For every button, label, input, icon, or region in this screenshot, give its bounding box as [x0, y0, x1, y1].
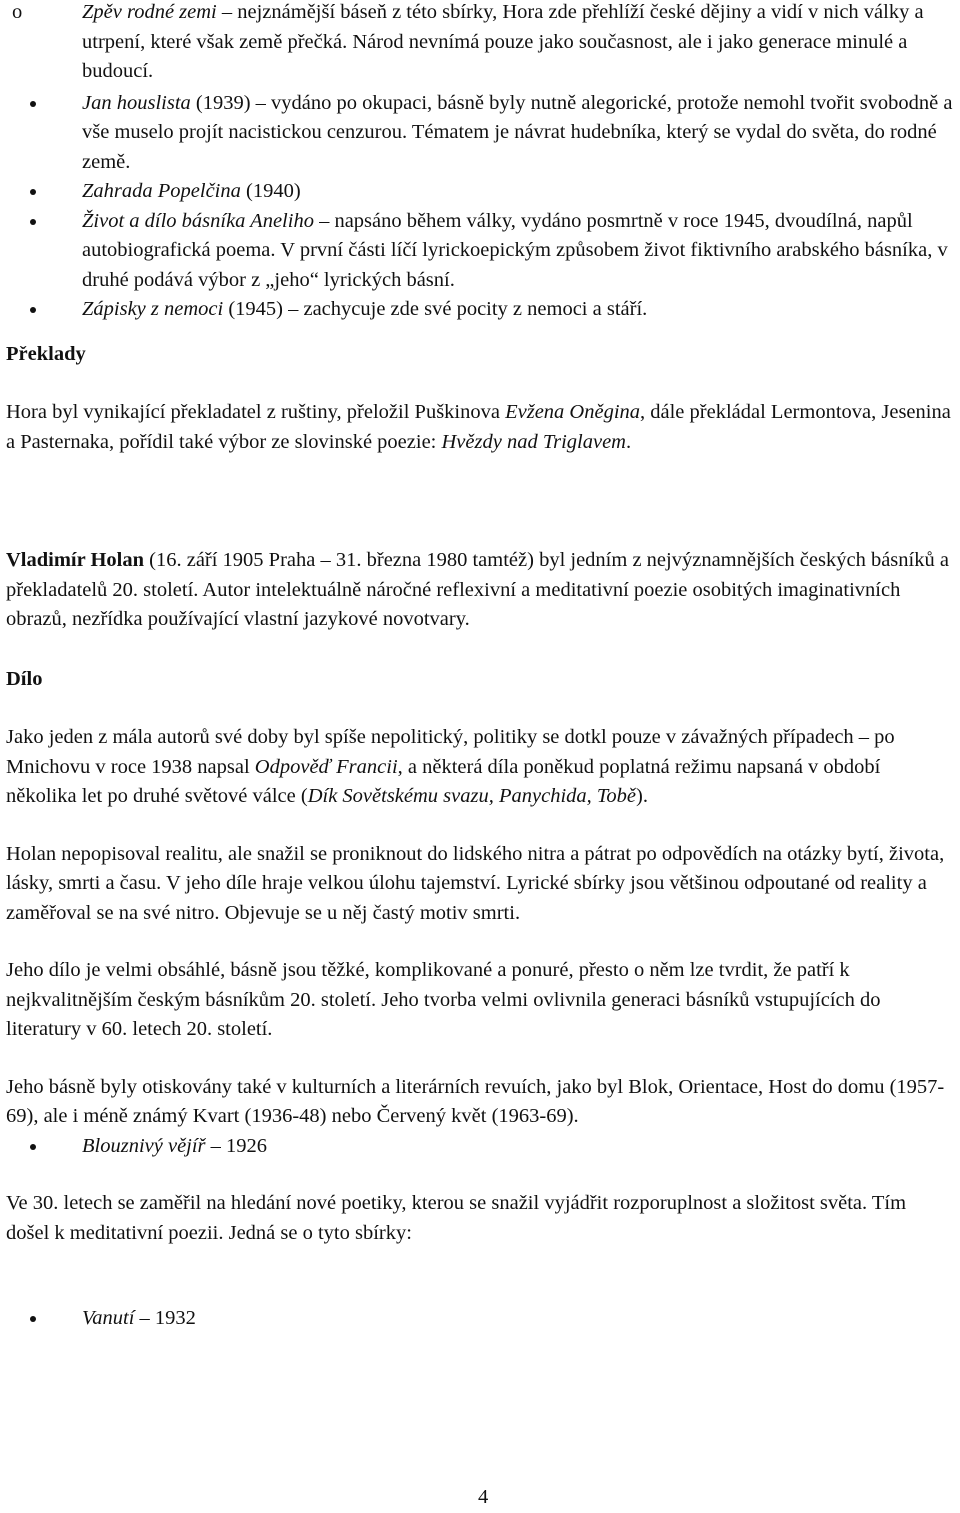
- work-title: Život a dílo básníka Aneliho: [82, 209, 314, 232]
- list-item: [6, 89, 954, 178]
- list-item: [6, 295, 954, 325]
- section-heading-translations: Překlady: [6, 342, 86, 365]
- text-run: , a některá díla poněkud poplatná režimu napsaná v období několika let po druhé světové válce (: [6, 755, 881, 807]
- author-name: Vladimír Holan: [6, 549, 145, 571]
- author-bio: (16. září 1905 Praha – 31. března 1980 tamtéž) byl jedním z nejvýznamnějších českých básníků a překladatelů 20. století. Autor intelektuálně náročné reflexivní a meditativní poezie osobitých imaginativních obrazů, nezřídka používající vlastní jazykové novotvary.: [6, 549, 949, 630]
- work-title: Blouznivý vějíř: [82, 1134, 206, 1157]
- translations-paragraph: [6, 398, 954, 457]
- work-year: – 1932: [134, 1307, 196, 1329]
- italic-title: Hvězdy nad Triglavem: [441, 430, 626, 453]
- dilo-paragraph-2: Holan nepopisoval realitu, ale snažil se proniknout do lidského nitra a pátrat po odpovědích na otázky bytí, života, lásky, smrti a času. V jeho díle hraje velkou úlohu tajemství. Lyrické sbírky jsou většinou odpoutané od reality a zaměřoval se na své nitro. Objevuje se u něj častý motiv smrti.: [6, 842, 945, 924]
- dilo-paragraph-4: Jeho básně byly otiskovány také v kulturních a literárních revuích, jako byl Blok, Orientace, Host do domu (1957-69), ale i méně známý Kvart (1936-48) nebo Červený květ (1963-69).: [6, 1075, 945, 1127]
- italic-title: Odpověď Francii: [254, 755, 398, 778]
- work-description: (1939) – vydáno po okupaci, básně byly nutně alegorické, protože nemohl tvořit svobodně a vše muselo projít nacistickou cenzurou. Tématem je návrat hudebníka, který se vydal do světa, do rodné země.: [82, 91, 953, 173]
- list-marker: o: [12, 1, 23, 23]
- text-run: .: [625, 430, 632, 453]
- list-item: [6, 1132, 954, 1162]
- page-number: 4: [478, 1486, 489, 1508]
- work-title: Zpěv rodné zemi: [82, 1, 217, 23]
- collection-list-1: [6, 1132, 954, 1162]
- holan-intro-paragraph: [6, 546, 954, 635]
- work-description: (1940): [240, 180, 301, 202]
- dilo-paragraph-1: [6, 723, 954, 812]
- document-page: [6, 0, 954, 1334]
- italic-title: Dík Sovětskému svazu, Panychida, Tobě: [307, 785, 637, 807]
- work-title: Vanutí: [82, 1307, 135, 1329]
- work-description: – nejznámější báseň z této sbírky, Hora zde přehlíží české dějiny a vidí v nich války a utrpení, které však země přečká. Národ nevnímá pouze jako současnost, ale i jako generace minulé a budoucí.: [82, 1, 924, 82]
- text-run: Jako jeden z mála autorů své doby byl spíše nepolitický, politiky se dotkl pouze v závažných případech – po Mnichovu v roce 1938 napsal: [6, 726, 895, 778]
- dilo-paragraph-5: Ve 30. letech se zaměřil na hledání nové poetiky, kterou se snažil vyjádřit rozporuplnost a složitost světa. Tím došel k meditativní poezii. Jedná se o tyto sbírky:: [6, 1192, 907, 1244]
- text-run: ).: [636, 785, 648, 807]
- list-item: [6, 207, 954, 296]
- work-title: Zápisky z nemoci: [82, 298, 224, 320]
- text-run: Hora byl vynikající překladatel z ruštiny, přeložil Puškinova: [6, 401, 506, 423]
- work-year: – 1926: [205, 1134, 268, 1157]
- works-list: [6, 89, 954, 325]
- list-item: [6, 177, 954, 207]
- list-item: [6, 1304, 954, 1334]
- dilo-paragraph-3: Jeho dílo je velmi obsáhlé, básně jsou těžké, komplikované a ponuré, přesto o něm lze tvrdit, že patří k nejkvalitnějším českým básníkům 20. století. Jeho tvorba velmi ovlivnila generaci básníků vstupujících do literatury v 60. letech 20. století.: [6, 959, 881, 1040]
- work-title: Zahrada Popelčina: [82, 180, 241, 202]
- collection-list-2: [6, 1304, 954, 1334]
- work-title: Jan houslista: [82, 91, 191, 114]
- work-description: (1945) – zachycuje zde své pocity z nemoci a stáří.: [223, 298, 648, 320]
- text-run: , dále překládal Lermontova, Jesenina a Pasternaka, pořídil také výbor ze slovinské poezie:: [6, 401, 951, 453]
- italic-title: Evžena Oněgina: [505, 401, 641, 423]
- work-description: – napsáno během války, vydáno posmrtně v roce 1945, dvoudílná, napůl autobiografická poema. V první části líčí lyrickoepickým způsobem život fiktivního arabského básníka, v druhé podává výbor z „jeho“ lyrických básní.: [82, 209, 948, 291]
- section-heading-dilo: Dílo: [6, 667, 43, 690]
- sub-list-item: [12, 0, 954, 87]
